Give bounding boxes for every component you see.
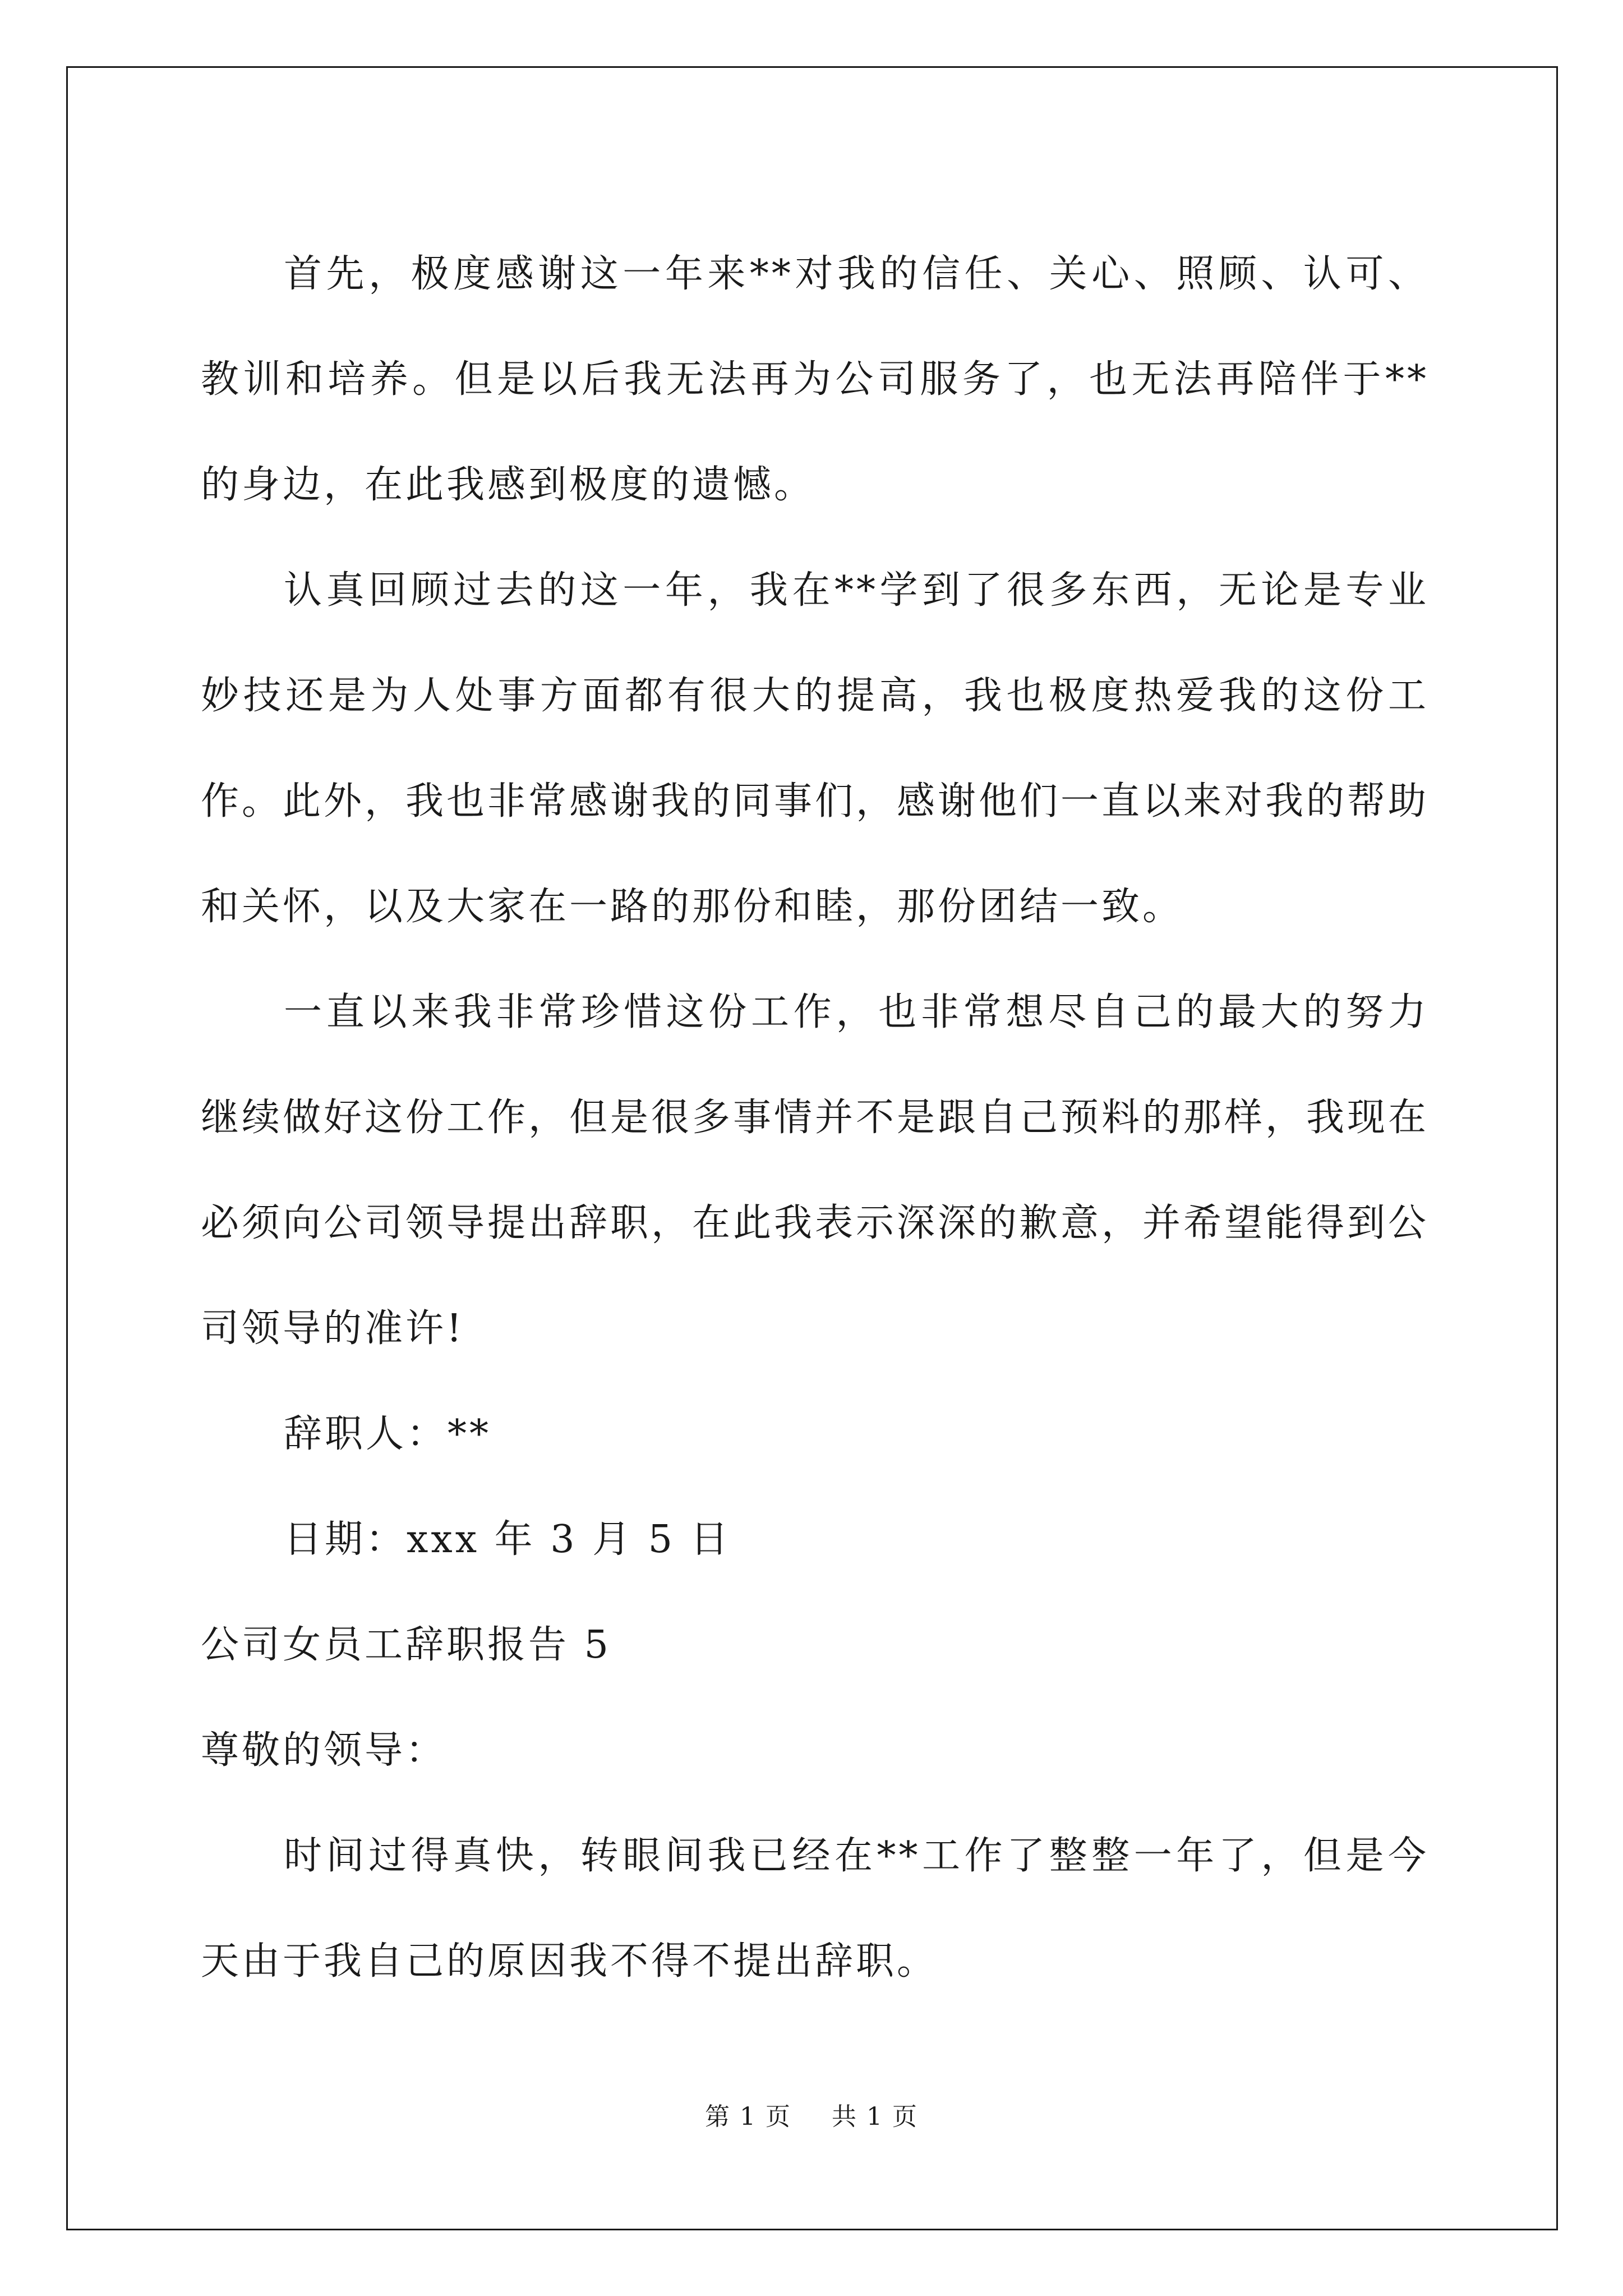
paragraph-opening: 时间过得真快，转眼间我已经在**工作了整整一年了，但是今天由于我自己的原因我不得不提出辞职。: [201, 1834, 1429, 1984]
page-number: 第 1 页: [705, 2102, 791, 2131]
paragraph-resignation: 一直以来我非常珍惜这份工作，也非常想尽自己的最大的努力继续做好这份工作，但是很多事情并不是跟自己预料的那样，我现在必须向公司领导提出辞职，在此我表示深深的歉意，并希望能得到公司领导的准许!: [201, 990, 1430, 1351]
section-title: 公司女员工辞职报告 5: [201, 1623, 611, 1667]
page-footer: [0, 2100, 1623, 2134]
paragraph-gratitude: 首先，极度感谢这一年来**对我的信任、关心、照顾、认可、教训和培养。但是以后我无法再为公司服务了，也无法再陪伴于**的身边，在此我感到极度的遗憾。: [201, 252, 1429, 507]
salutation: 尊敬的领导：: [201, 1728, 447, 1773]
document-body: [201, 222, 1429, 2014]
date-line: 日期：xxx 年 3 月 5 日: [284, 1517, 731, 1562]
signature-line: 辞职人：**: [284, 1412, 492, 1456]
paragraph-review: 认真回顾过去的这一年，我在**学到了很多东西，无论是专业妙技还是为人处事方面都有很大的提高，我也极度热爱我的这份工作。此外，我也非常感谢我的同事们，感谢他们一直以来对我的帮助和关怀，以及大家在一路的那份和睦，那份团结一致。: [201, 568, 1430, 929]
page-total: 共 1 页: [832, 2102, 918, 2131]
